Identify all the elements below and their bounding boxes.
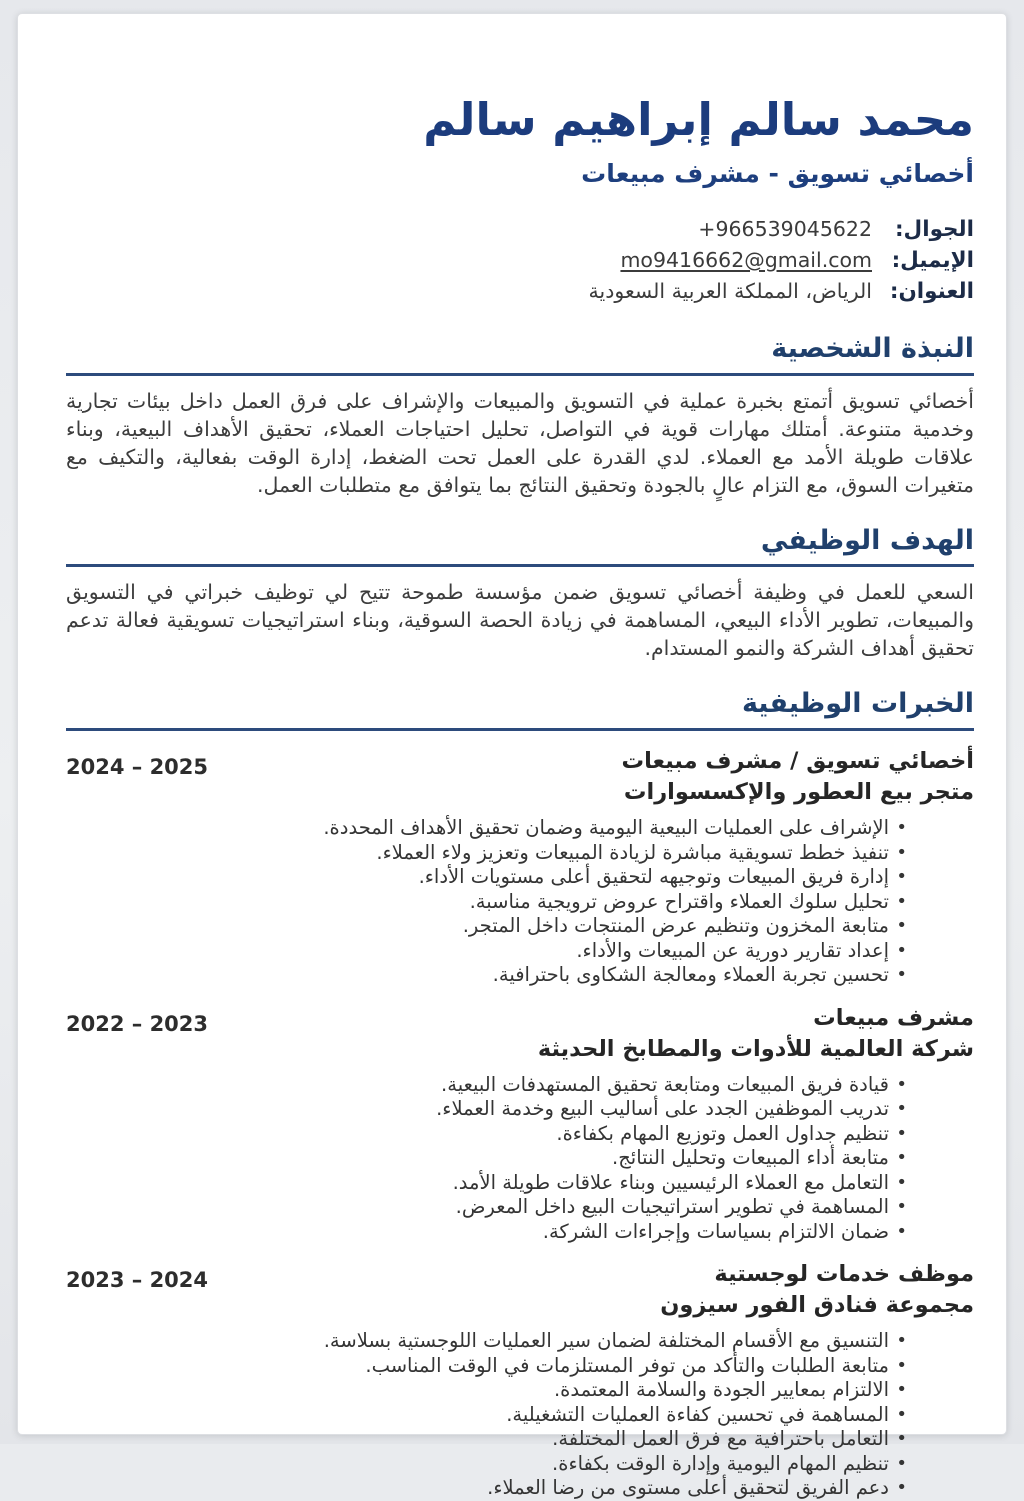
contact-row-address	[66, 276, 974, 307]
summary-section-title: النبذة الشخصية	[771, 332, 974, 364]
job-bullet-list	[66, 816, 974, 988]
experience-entry-2	[66, 1003, 974, 1245]
contact-block	[66, 214, 974, 307]
experience-bullet: • الإشراف على العمليات البيعية اليومية وضمان تحقيق الأهداف المحددة.	[66, 816, 910, 841]
experience-titles	[621, 746, 974, 808]
address-label: العنوان:	[889, 278, 974, 304]
section-experience	[66, 687, 974, 1500]
experience-bullet: • تحسين تجربة العملاء ومعالجة الشكاوى باحترافية.	[66, 963, 910, 988]
job-bullet-list	[66, 1329, 974, 1501]
experience-bullet: • المساهمة في تطوير استراتيجيات البيع داخل المعرض.	[66, 1195, 910, 1220]
experience-bullet: • إعداد تقارير دورية عن المبيعات والأداء.	[66, 939, 910, 964]
resume-page	[17, 13, 1007, 1499]
experience-bullet: • إدارة فريق المبيعات وتوجيهه لتحقيق أعلى مستويات الأداء.	[66, 865, 910, 890]
experience-bullet: • ضمان الالتزام بسياسات وإجراءات الشركة.	[66, 1220, 910, 1245]
section-divider	[66, 728, 974, 731]
job-company: شركة العالمية للأدوات والمطابخ الحديثة	[537, 1035, 974, 1062]
experience-titles	[660, 1259, 974, 1321]
experience-entry-header	[66, 1003, 974, 1065]
job-role: موظف خدمات لوجستية	[714, 1261, 974, 1287]
job-period: 2024 – 2025	[66, 755, 209, 779]
experience-bullet: • تنظيم جداول العمل وتوزيع المهام بكفاءة.	[66, 1122, 910, 1147]
phone-label: الجوال:	[894, 216, 974, 242]
experience-bullet: • تنفيذ خطط تسويقية مباشرة لزيادة المبيعات وتعزيز ولاء العملاء.	[66, 841, 910, 866]
job-role: مشرف مبيعات	[813, 1004, 974, 1031]
email-label: الإيميل:	[891, 247, 974, 273]
job-period: 2023 – 2024	[66, 1268, 209, 1292]
experience-bullet: • متابعة الطلبات والتأكد من توفر المستلزمات في الوقت المناسب.	[66, 1354, 910, 1379]
objective-section-title: الهدف الوظيفي	[760, 524, 974, 556]
address-value: الرياض، المملكة العربية السعودية	[588, 278, 872, 303]
experience-bullet: • المساهمة في تحسين كفاءة العمليات التشغيلية.	[66, 1403, 910, 1428]
job-company: متجر بيع العطور والإكسسوارات	[623, 779, 974, 805]
experience-bullet: • متابعة المخزون وتنظيم عرض المنتجات داخل المتجر.	[66, 914, 910, 939]
objective-text: السعي للعمل في وظيفة أخصائي تسويق ضمن مؤسسة طموحة تتيح لي توظيف خبراتي في التسويق والمبيعات، تطوير الأداء البيعي، المساهمة في زيادة الحصة السوقية، وبناء استراتيجيات تسويقية فعالة تدعم تحقيق أهداف الشركة والنمو المستدام.	[66, 580, 974, 661]
experience-bullet: • التعامل باحترافية مع فرق العمل المختلفة.	[66, 1427, 910, 1452]
section-divider	[66, 564, 974, 567]
candidate-name: محمد سالم إبراهيم سالم	[423, 93, 974, 146]
contact-row-email	[66, 245, 974, 276]
job-company: مجموعة فنادق الفور سيزون	[660, 1292, 974, 1318]
experience-bullet: • تدريب الموظفين الجدد على أساليب البيع وخدمة العملاء.	[66, 1097, 910, 1122]
experience-titles	[538, 1003, 974, 1065]
candidate-job-title: أخصائي تسويق - مشرف مبيعات	[581, 158, 974, 188]
experience-bullet: • الالتزام بمعايير الجودة والسلامة المعتمدة.	[66, 1378, 910, 1403]
section-divider	[66, 373, 974, 376]
experience-bullet: • تنظيم المهام اليومية وإدارة الوقت بكفاءة.	[66, 1452, 910, 1477]
resume-header	[66, 94, 974, 307]
phone-value: +966539045622	[698, 216, 872, 241]
experience-bullet: • دعم الفريق لتحقيق أعلى مستوى من رضا العملاء.	[66, 1476, 910, 1501]
experience-bullet: • تحليل سلوك العملاء واقتراح عروض ترويجية مناسبة.	[66, 890, 910, 915]
experience-bullet: • التعامل مع العملاء الرئيسيين وبناء علاقات طويلة الأمد.	[66, 1171, 910, 1196]
experience-bullet: • متابعة أداء المبيعات وتحليل النتائج.	[66, 1146, 910, 1171]
section-objective	[66, 524, 974, 663]
section-summary	[66, 332, 974, 499]
job-period: 2022 – 2023	[66, 1011, 209, 1036]
experience-entry-header	[66, 746, 974, 808]
experience-entry-3	[66, 1259, 974, 1501]
contact-row-phone	[66, 214, 974, 245]
experience-entry-header	[66, 1259, 974, 1321]
experience-section-title: الخبرات الوظيفية	[741, 688, 974, 720]
experience-bullet: • التنسيق مع الأقسام المختلفة لضمان سير العمليات اللوجستية بسلاسة.	[66, 1329, 910, 1354]
summary-text: أخصائي تسويق أتمتع بخبرة عملية في التسويق والمبيعات والإشراف على فرق العمل داخل بيئات تجارية وخدمية متنوعة. أمتلك مهارات قوية في التواصل، تحليل احتياجات العملاء، تحقيق الأهداف البيعية، وبناء علاقات طويلة الأمد مع العملاء. لدي القدرة على العمل تحت الضغط، إدارة الوقت بفعالية، والتكيف مع متغيرات السوق، مع التزام عالٍ بالجودة وتحقيق النتائج بما يتوافق مع متطلبات العمل.	[66, 388, 974, 497]
job-bullet-list	[66, 1073, 974, 1245]
experience-bullet: • قيادة فريق المبيعات ومتابعة تحقيق المستهدفات البيعية.	[66, 1073, 910, 1098]
email-value[interactable]: mo9416662@gmail.com	[620, 247, 872, 272]
experience-entry-1	[66, 746, 974, 988]
job-role: أخصائي تسويق / مشرف مبيعات	[621, 748, 974, 774]
